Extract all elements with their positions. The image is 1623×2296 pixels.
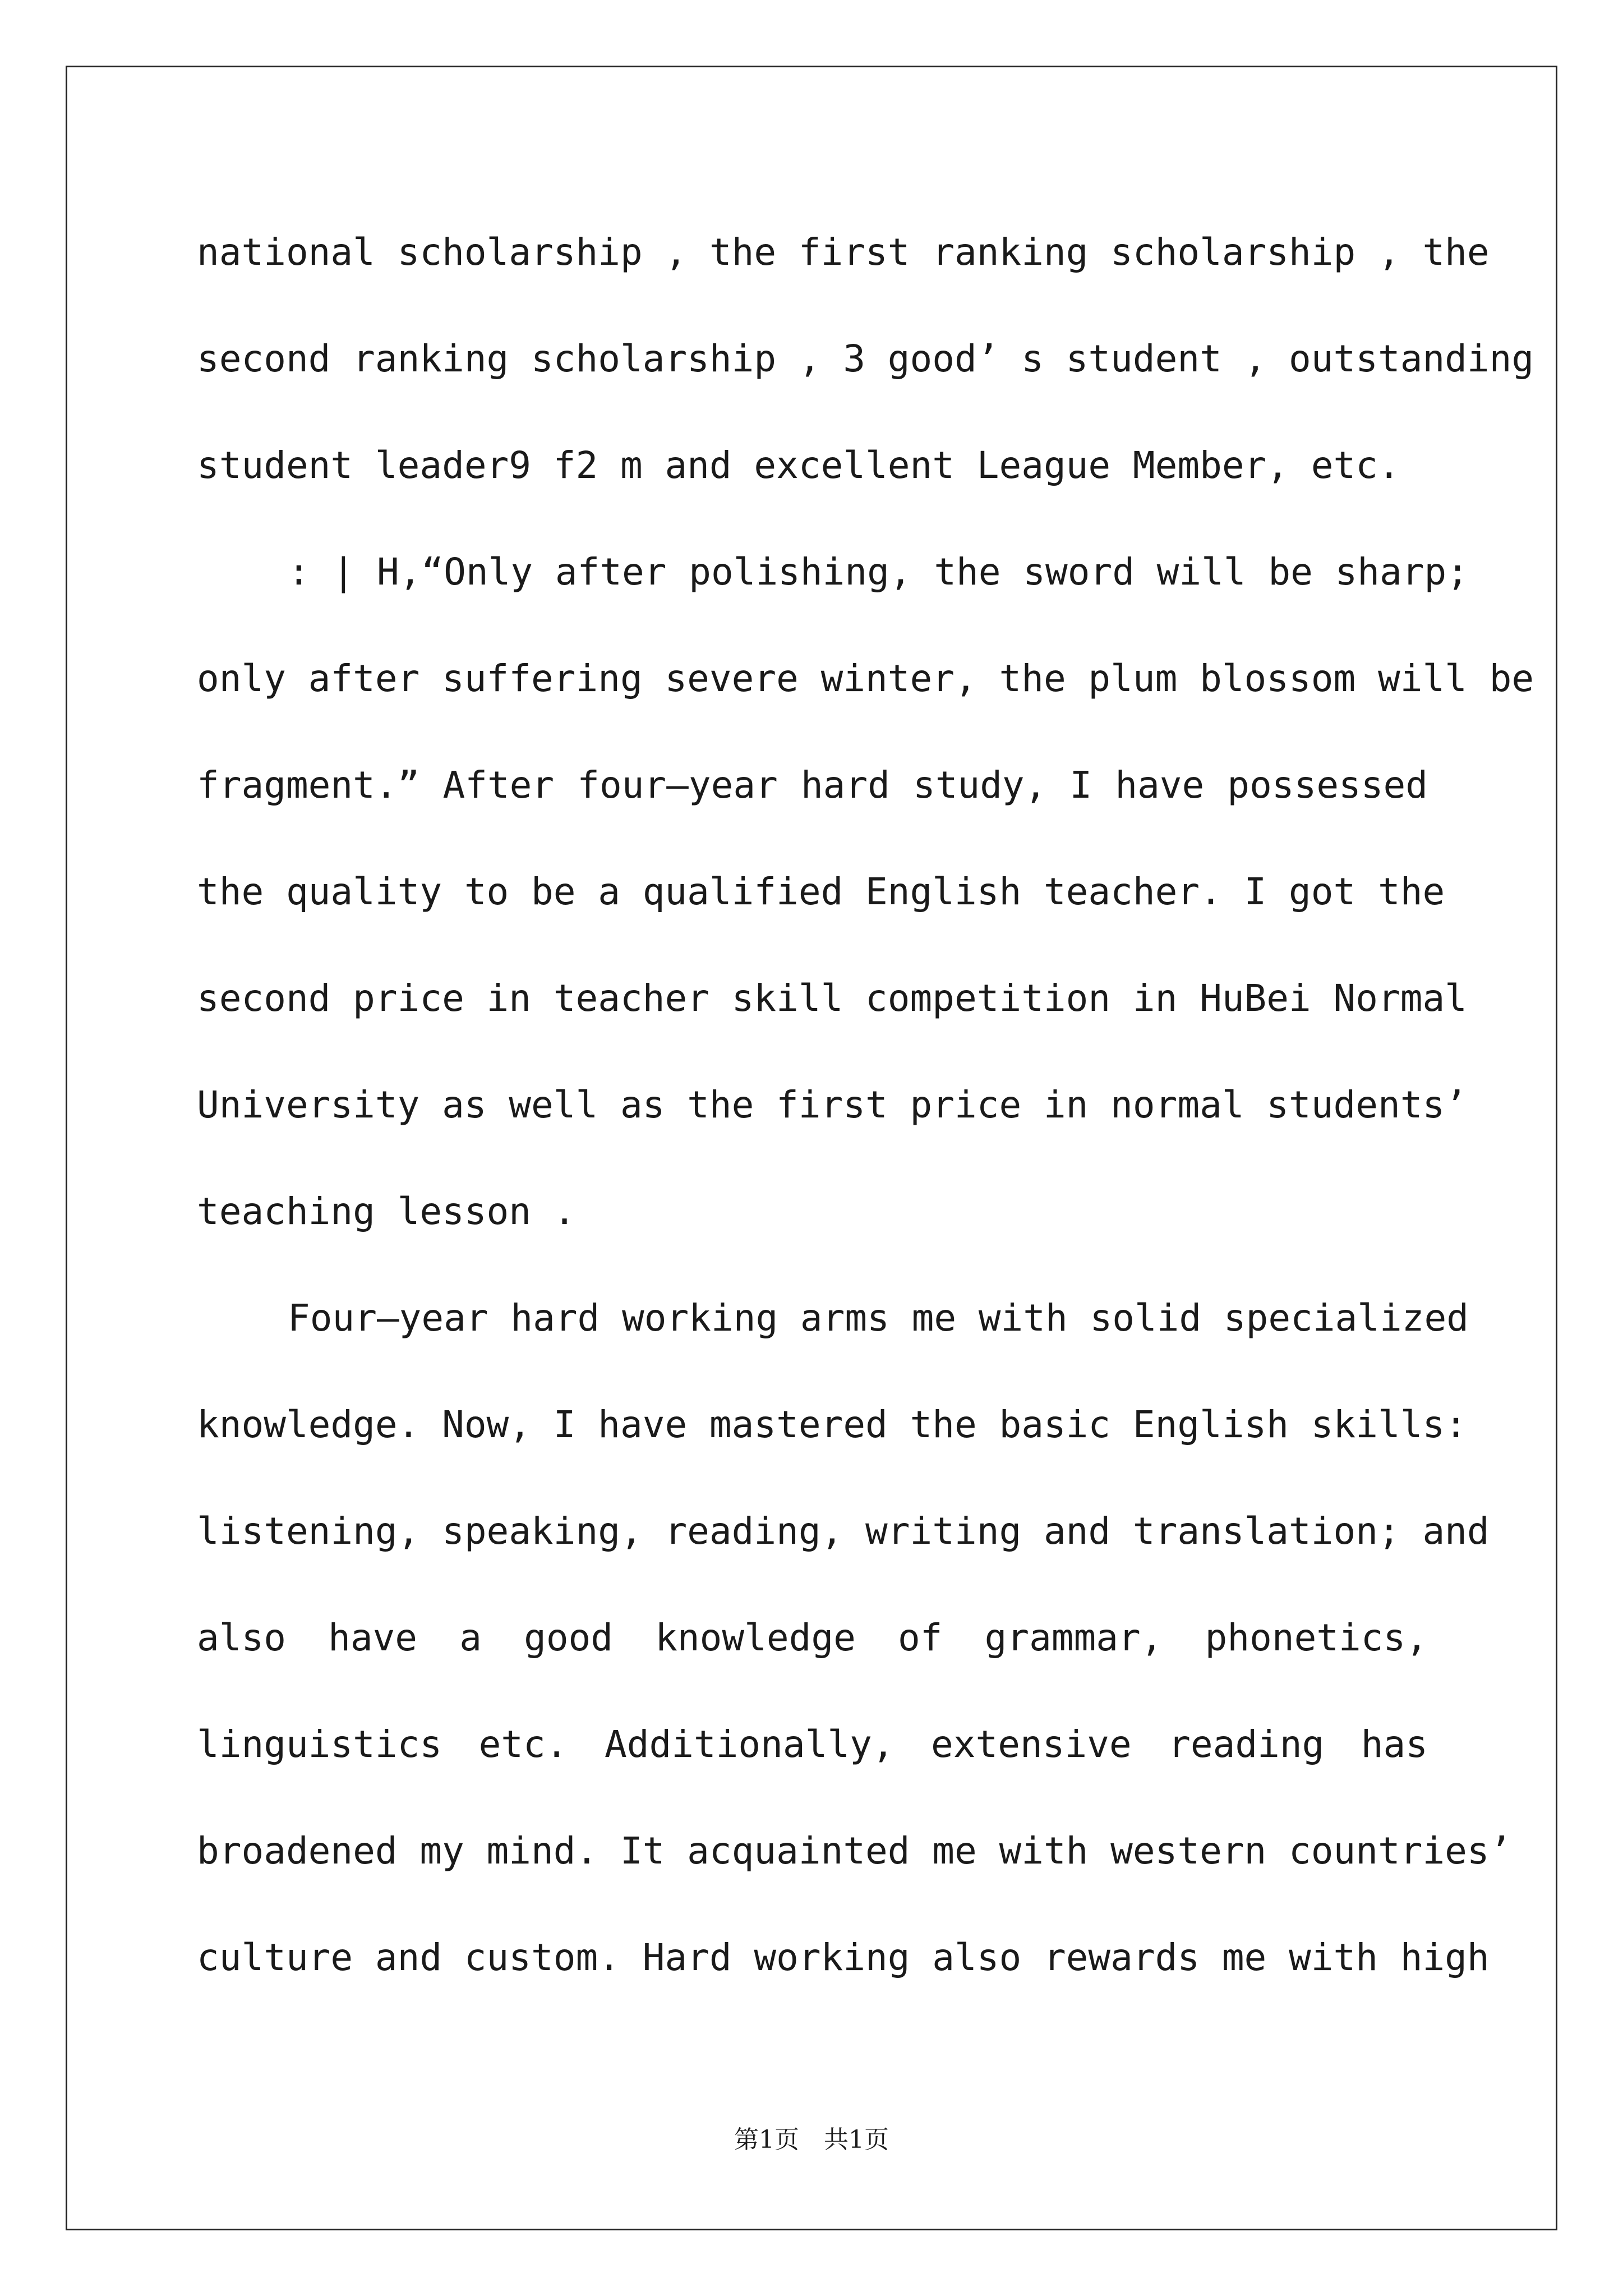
text-line: knowledge. Now, I have mastered the basic English skills: xyxy=(197,1403,1467,1446)
text-line: linguistics etc. Additionally, extensive reading has xyxy=(197,1723,1428,1766)
text-line: Four—year hard working arms me with solid specialized xyxy=(288,1296,1469,1340)
page-number-footer: 第1页 共1页 xyxy=(734,2125,889,2154)
text-line: only after suffering severe winter, the plum blossom will be xyxy=(197,657,1534,700)
text-line: University as well as the first price in normal students’ xyxy=(197,1083,1467,1126)
text-line: : | H,“Only after polishing, the sword will be sharp; xyxy=(288,550,1469,593)
text-line: broadened my mind. It acquainted me with western countries’ xyxy=(197,1829,1512,1872)
text-line: also have a good knowledge of grammar, phonetics, xyxy=(197,1616,1428,1659)
text-line: second ranking scholarship , 3 good’ s student , outstanding xyxy=(197,337,1534,380)
text-line: culture and custom. Hard working also rewards me with high xyxy=(197,1936,1490,1979)
text-line: student leader9 f2 m and excellent League Member, etc. xyxy=(197,444,1400,487)
text-line: listening, speaking, reading, writing and translation; and xyxy=(197,1510,1490,1553)
text-line: fragment.” After four—year hard study, I have possessed xyxy=(197,763,1428,807)
text-line: the quality to be a qualified English teacher. I got the xyxy=(197,870,1445,913)
text-line: teaching lesson . xyxy=(197,1190,576,1233)
text-line: second price in teacher skill competition in HuBei Normal xyxy=(197,977,1467,1020)
document-body xyxy=(197,213,1534,2025)
text-line: national scholarship , the first ranking scholarship , the xyxy=(197,231,1490,274)
